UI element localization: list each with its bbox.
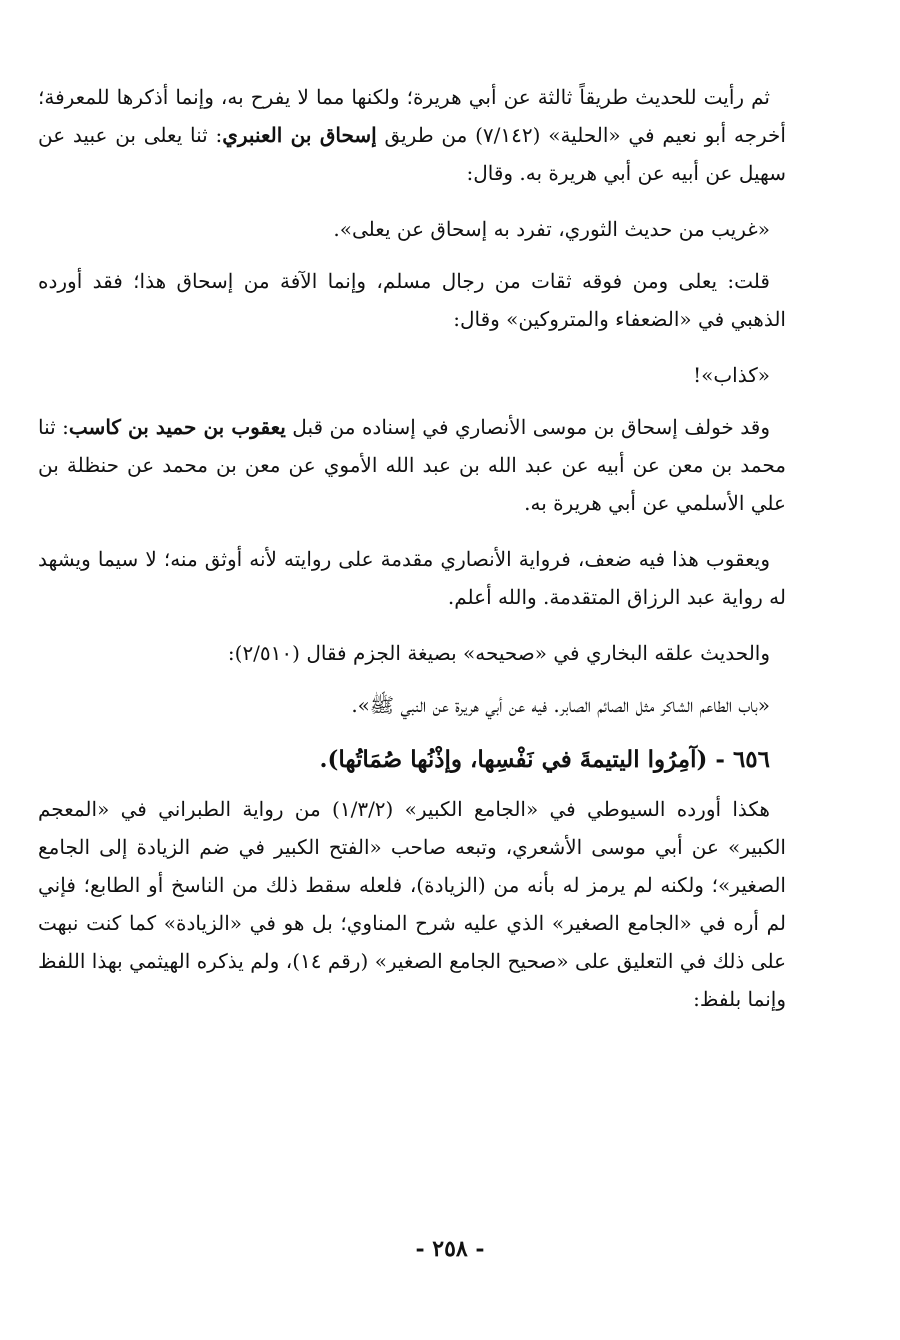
page-number: - ٢٥٨ - [415,1236,485,1262]
paragraph-quote-dhahabi [38,356,786,394]
page-body [38,78,786,1036]
text-segment: : ثنا يعلى بن عبيد عن سهيل عن أبيه عن أبي هريرة به. وقال: [38,123,786,185]
text-segment: هكذا أورده السيوطي في «الجامع الكبير» (١/٣/٢) من رواية الطبراني في «المعجم الكبير» عن أبي موسى الأشعري، وتبعه صاحب «الفتح الكبير في ضم الزيادة إلى الجامع الصغير»؛ ولكنه لم يرمز له بأنه من (الزيادة)، فلعله سقط ذلك من الناسخ أو الطابع؛ فإني لم أره في «الجامع الصغير» الذي عليه شرح المناوي؛ بل هو في «الزيادة» كما كنت نبهت على ذلك في التعليق على «صحيح الجامع الصغير» (رقم ١٤)، ولم يذكره الهيثمي بهذا اللفظ وإنما بلفظ: [38,797,786,1011]
paragraph-quote-bukhari [38,686,786,724]
text-segment: : ثنا محمد بن معن عن أبيه عن عبد الله بن عبد الله الأموي عن معن بن محمد عن حنظلة بن علي الأسلمي عن أبي هريرة به. [38,415,786,515]
text-segment: والحديث علقه البخاري في «صحيحه» بصيغة الجزم فقال (٢/٥١٠): [227,641,770,665]
paragraph-third-path [38,78,786,192]
text-segment: قلت: يعلى ومن فوقه ثقات من رجال مسلم، وإنما الآفة من إسحاق هذا؛ فقد أورده الذهبي في «الضعفاء والمتروكين» وقال: [38,269,786,331]
narrator-name: إسحاق بن العنبري [222,123,377,147]
narrator-name: يعقوب بن حميد بن كاسب [68,415,286,439]
text-segment: «غريب من حديث الثوري، تفرد به إسحاق عن يعلى». [333,217,770,241]
text-segment: وقد خولف إسحاق بن موسى الأنصاري في إسناده من قبل [285,415,770,439]
text-segment: «كذاب»! [693,363,770,387]
text-segment: ويعقوب هذا فيه ضعف، فرواية الأنصاري مقدمة على روايته لأنه أوثق منه؛ لا سيما ويشهد له رواية عبد الرزاق المتقدمة. والله أعلم. [38,547,786,609]
paragraph-quote-abu-nuaym [38,210,786,248]
paragraph-contradiction [38,408,786,522]
text-segment: ثم رأيت للحديث طريقاً ثالثة عن أبي هريرة؛ ولكنها مما لا يفرح به، وإنما أذكرها للمعرفة؛ أخرجه أبو نعيم في «الحلية» (٧/١٤٢) من طريق [38,85,786,147]
hadith-heading [38,738,786,782]
paragraph-suyuti [38,790,786,1018]
text-segment: «باب الطاعم الشاكر مثل الصائم الصابر. فيه عن أبي هريرة عن النبي ﷺ». [351,693,770,717]
paragraph-bukhari [38,634,786,672]
paragraph-yaqub [38,540,786,616]
hadith-heading-text: ٦٥٦ - (آمِرُوا اليتيمةَ في نَفْسِها، وإذْنُها صُمَاتُها). [319,746,770,773]
paragraph-critique [38,262,786,338]
